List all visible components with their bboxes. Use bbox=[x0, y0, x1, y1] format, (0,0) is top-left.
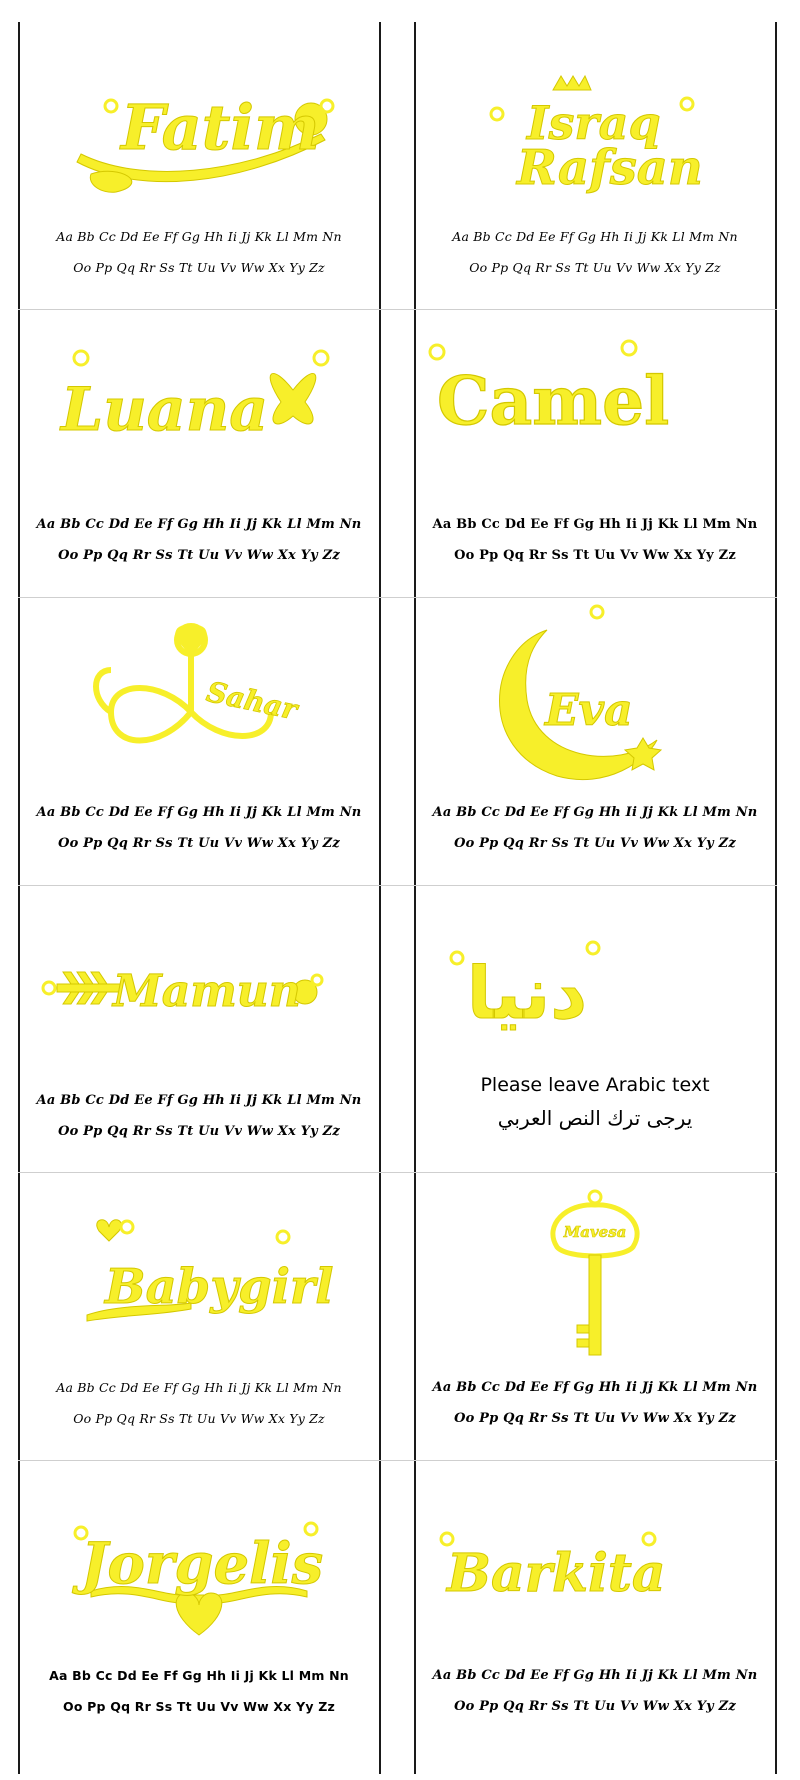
font-alphabet-line: Oo Pp Qq Rr Ss Tt Uu Vv Ww Xx Yy Zz bbox=[73, 1411, 325, 1426]
font-alphabet-line: Aa Bb Cc Dd Ee Ff Gg Hh Ii Jj Kk Ll Mm Nn bbox=[56, 229, 342, 244]
font-alphabet-line: Aa Bb Cc Dd Ee Ff Gg Hh Ii Jj Kk Ll Mm Nn bbox=[36, 1093, 362, 1108]
product-card-jorgelis bbox=[21, 1463, 377, 1749]
font-alphabet-line: Oo Pp Qq Rr Ss Tt Uu Vv Ww Xx Yy Zz bbox=[469, 260, 721, 275]
font-alphabet-line: Aa Bb Cc Dd Ee Ff Gg Hh Ii Jj Kk Ll Mm Nn bbox=[56, 1380, 342, 1395]
name-pendant-image bbox=[417, 24, 773, 214]
product-card-babygirl bbox=[21, 1175, 377, 1461]
product-card-luana bbox=[21, 312, 377, 598]
name-pendant-image bbox=[21, 888, 377, 1078]
font-alphabet-line: Oo Pp Qq Rr Ss Tt Uu Vv Ww Xx Yy Zz bbox=[454, 1699, 736, 1714]
name-pendant-image bbox=[21, 312, 377, 502]
name-pendant-image bbox=[21, 1463, 377, 1653]
font-alphabet-line: Aa Bb Cc Dd Ee Ff Gg Hh Ii Jj Kk Ll Mm Nn bbox=[452, 229, 738, 244]
product-card-sahar bbox=[21, 600, 377, 886]
pendant-name: Sahar bbox=[203, 675, 301, 727]
pendant-name: Fatim bbox=[121, 91, 320, 164]
font-alphabet-line: Oo Pp Qq Rr Ss Tt Uu Vv Ww Xx Yy Zz bbox=[454, 548, 736, 563]
product-card-fatim bbox=[21, 24, 377, 310]
pendant-name-line1: Israq bbox=[527, 96, 661, 150]
pendant-name: Eva bbox=[545, 685, 633, 736]
pendant-name: Mamun bbox=[113, 966, 301, 1017]
pendant-name: Barkita bbox=[447, 1543, 666, 1604]
grid-line-mid-left bbox=[379, 22, 381, 1774]
font-alphabet-line: Oo Pp Qq Rr Ss Tt Uu Vv Ww Xx Yy Zz bbox=[454, 1411, 736, 1426]
font-alphabet-line: Oo Pp Qq Rr Ss Tt Uu Vv Ww Xx Yy Zz bbox=[63, 1699, 335, 1714]
arabic-instruction-english: Please leave Arabic text bbox=[480, 1074, 710, 1096]
product-card-mamun bbox=[21, 888, 377, 1174]
product-card-barkita bbox=[417, 1463, 773, 1749]
font-alphabet-line: Aa Bb Cc Dd Ee Ff Gg Hh Ii Jj Kk Ll Mm Nn bbox=[49, 1668, 349, 1683]
pendant-name: Mavesa bbox=[563, 1223, 627, 1241]
name-pendant-image bbox=[21, 24, 377, 214]
pendant-name: Jorgelis bbox=[81, 1531, 324, 1597]
name-pendant-image bbox=[21, 1175, 377, 1365]
font-alphabet-line: Aa Bb Cc Dd Ee Ff Gg Hh Ii Jj Kk Ll Mm Nn bbox=[36, 517, 362, 532]
pendant-name: Babygirl bbox=[105, 1259, 334, 1315]
pendant-name: دنيا bbox=[466, 951, 588, 1035]
name-pendant-image bbox=[417, 888, 773, 1078]
pendant-name: Luana bbox=[61, 375, 269, 445]
grid-line-mid-right bbox=[414, 22, 416, 1774]
name-pendant-image bbox=[417, 600, 773, 790]
name-pendant-image bbox=[417, 1463, 773, 1653]
font-alphabet-line: Oo Pp Qq Rr Ss Tt Uu Vv Ww Xx Yy Zz bbox=[73, 260, 325, 275]
pendant-name-line2: Rafsan bbox=[517, 140, 703, 196]
font-alphabet-line: Oo Pp Qq Rr Ss Tt Uu Vv Ww Xx Yy Zz bbox=[58, 1124, 340, 1139]
font-alphabet-line: Aa Bb Cc Dd Ee Ff Gg Hh Ii Jj Kk Ll Mm Nn bbox=[36, 805, 362, 820]
pendant-name: Camel bbox=[437, 362, 670, 440]
font-alphabet-line: Aa Bb Cc Dd Ee Ff Gg Hh Ii Jj Kk Ll Mm Nn bbox=[432, 1380, 758, 1395]
name-pendant-image bbox=[21, 600, 377, 790]
product-card-arabic bbox=[417, 888, 773, 1174]
product-card-camel bbox=[417, 312, 773, 598]
product-card-israq-rafsan bbox=[417, 24, 773, 310]
arabic-instruction-arabic: يرجى ترك النص العربي bbox=[497, 1106, 693, 1130]
product-card-eva bbox=[417, 600, 773, 886]
font-alphabet-line: Aa Bb Cc Dd Ee Ff Gg Hh Ii Jj Kk Ll Mm Nn bbox=[432, 517, 758, 532]
font-alphabet-line: Aa Bb Cc Dd Ee Ff Gg Hh Ii Jj Kk Ll Mm Nn bbox=[432, 1668, 758, 1683]
product-card-mavesa bbox=[417, 1175, 773, 1461]
font-alphabet-line: Oo Pp Qq Rr Ss Tt Uu Vv Ww Xx Yy Zz bbox=[58, 548, 340, 563]
font-alphabet-line: Aa Bb Cc Dd Ee Ff Gg Hh Ii Jj Kk Ll Mm Nn bbox=[432, 805, 758, 820]
grid-line-left bbox=[18, 22, 20, 1774]
name-pendant-image bbox=[417, 312, 773, 502]
font-alphabet-line: Oo Pp Qq Rr Ss Tt Uu Vv Ww Xx Yy Zz bbox=[58, 836, 340, 851]
font-alphabet-line: Oo Pp Qq Rr Ss Tt Uu Vv Ww Xx Yy Zz bbox=[454, 836, 736, 851]
grid-line-right bbox=[775, 22, 777, 1774]
name-pendant-image bbox=[417, 1175, 773, 1365]
